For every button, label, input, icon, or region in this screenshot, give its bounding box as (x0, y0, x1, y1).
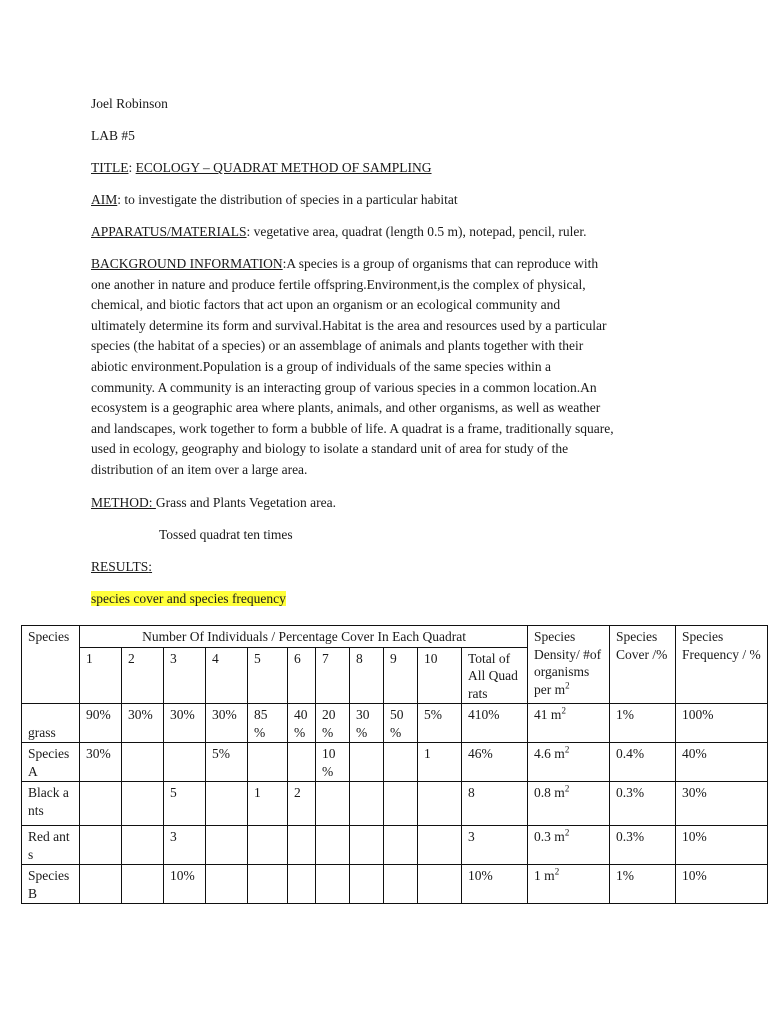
method-label: METHOD: (91, 494, 156, 510)
quadrat-cell (164, 743, 206, 782)
quadrat-cell (384, 782, 418, 826)
quadrat-cell: 30% (164, 704, 206, 743)
density-value: 0.3 m (534, 829, 565, 844)
results-line (91, 557, 676, 577)
quadrat-cell: 5% (206, 743, 248, 782)
density-sup: 2 (564, 744, 570, 755)
density-sup: 2 (554, 866, 560, 877)
quadrat-cell (122, 782, 164, 826)
quadrat-cell (288, 865, 316, 904)
header-quadrat: 5 (248, 647, 288, 704)
method-line (91, 493, 676, 513)
frequency-cell: 10% (676, 826, 768, 865)
aim-value: : to investigate the distribution of species in a particular habitat (117, 192, 458, 207)
highlighted-caption: species cover and species frequency (91, 590, 286, 606)
density-value: 4.6 m (534, 746, 565, 761)
table-row (22, 743, 768, 782)
frequency-cell: 40% (676, 743, 768, 782)
total-cell: 8 (462, 782, 528, 826)
apparatus-line (91, 222, 676, 242)
density-sup: 2 (564, 827, 570, 838)
title-value: ECOLOGY – QUADRAT METHOD OF SAMPLING (135, 160, 432, 175)
background-paragraph (91, 254, 676, 481)
density-cell (528, 743, 610, 782)
quadrat-cell (384, 865, 418, 904)
apparatus-value: : vegetative area, quadrat (length 0.5 m), notepad, pencil, ruler. (246, 224, 587, 239)
quadrat-cell (122, 865, 164, 904)
title-line: TITLE: ECOLOGY – QUADRAT METHOD OF SAMPLING (91, 160, 432, 175)
cover-cell: 0.3% (610, 826, 676, 865)
background-line: one another in nature and produce fertile offspring.Environment,is the complex of physical, (91, 276, 586, 292)
table-row (22, 704, 768, 743)
highlight-line (91, 589, 676, 609)
quadrat-cell (122, 743, 164, 782)
quadrat-cell (122, 826, 164, 865)
quadrat-cell (384, 826, 418, 865)
method-step: Tossed quadrat ten times (159, 526, 293, 542)
quadrat-cell: 30% (206, 704, 248, 743)
quadrat-cell: 30 % (350, 704, 384, 743)
header-quadrat: 8 (350, 647, 384, 704)
quadrat-cell: 30% (122, 704, 164, 743)
cover-cell: 1% (610, 865, 676, 904)
header-quadrat: 6 (288, 647, 316, 704)
density-sup: 2 (564, 783, 570, 794)
quadrat-cell (80, 865, 122, 904)
quadrat-cell (384, 743, 418, 782)
table-row (22, 826, 768, 865)
species-cell: Red ants (22, 826, 80, 865)
frequency-cell: 30% (676, 782, 768, 826)
background-line: distribution of an item over a large area. (91, 461, 308, 477)
species-cell: Species B (22, 865, 80, 904)
quadrat-cell (316, 782, 350, 826)
background-line: community. A community is an interacting group of various species in a common location.An (91, 379, 597, 395)
quadrat-cell: 10 % (316, 743, 350, 782)
background-line: chemical, and biotic factors that act upon an organism or an ecological community and (91, 297, 561, 313)
density-value: 41 m (534, 707, 562, 722)
species-cell: Species A (22, 743, 80, 782)
quadrat-cell: 90% (80, 704, 122, 743)
quadrat-cell: 85 % (248, 704, 288, 743)
background-line: abiotic environment.Population is a group of individuals of the same species within a (91, 358, 552, 374)
quadrat-cell (248, 865, 288, 904)
table-body (22, 704, 768, 904)
table-header-row (22, 626, 768, 648)
quadrat-cell (248, 743, 288, 782)
background-line: species (the habitat of a species) or an assemblage of animals and plants together with their (91, 338, 584, 354)
density-cell (528, 826, 610, 865)
quadrat-cell (418, 782, 462, 826)
apparatus-label: APPARATUS/MATERIALS (91, 224, 247, 239)
header-quadrat: 9 (384, 647, 418, 704)
quadrat-cell (288, 743, 316, 782)
background-label: BACKGROUND INFORMATION (91, 256, 283, 271)
header-frequency: Species Frequency / % (676, 626, 768, 704)
header-quadrat: 2 (122, 647, 164, 704)
quadrat-cell: 20 % (316, 704, 350, 743)
density-cell (528, 865, 610, 904)
density-value: 1 m (534, 868, 555, 883)
header-cover: Species Cover /% (610, 626, 676, 704)
total-cell: 46% (462, 743, 528, 782)
header-quadrat: 4 (206, 647, 248, 704)
header-quadrat: 7 (316, 647, 350, 704)
quadrat-cell (316, 865, 350, 904)
header-density-text: Species Density/ #of organisms per m (534, 629, 602, 697)
header-quadrat: 1 (80, 647, 122, 704)
method-value: Grass and Plants Vegetation area. (155, 494, 336, 510)
quadrat-cell (350, 743, 384, 782)
density-sup: 2 (561, 705, 566, 716)
species-cell: Black ants (22, 782, 80, 826)
quadrat-cell (350, 782, 384, 826)
background-line: :A species is a group of organisms that can reproduce with (282, 256, 599, 271)
background-line: and landscapes, work together to form a bubble of life. A quadrat is a frame, traditionally square, (91, 420, 614, 436)
quadrat-cell: 40 % (288, 704, 316, 743)
lab-number: LAB #5 (91, 128, 135, 143)
quadrat-cell (206, 865, 248, 904)
header-total: Total of All Quadrats (462, 647, 528, 704)
table-row (22, 782, 768, 826)
quadrat-cell: 1 (248, 782, 288, 826)
frequency-cell: 10% (676, 865, 768, 904)
aim-label: AIM (91, 192, 118, 207)
cover-cell: 1% (610, 704, 676, 743)
header-species: Species (22, 626, 80, 704)
quadrat-cell: 30% (80, 743, 122, 782)
quadrat-cell: 3 (164, 826, 206, 865)
quadrat-cell: 10% (164, 865, 206, 904)
header-quadrat: 10 (418, 647, 462, 704)
cover-cell: 0.3% (610, 782, 676, 826)
quadrat-cell (418, 826, 462, 865)
table-row (22, 865, 768, 904)
author-name: Joel Robinson (91, 96, 168, 111)
header-density-sup: 2 (565, 680, 570, 690)
background-line: ultimately determine its form and survival.Habitat is the area and resources used by a particular (91, 317, 607, 333)
quadrat-cell: 50 % (384, 704, 418, 743)
quadrat-cell (80, 782, 122, 826)
quadrat-cell (80, 826, 122, 865)
quadrat-cell: 2 (288, 782, 316, 826)
species-cell: grass (22, 704, 80, 743)
density-value: 0.8 m (534, 785, 565, 800)
results-table (21, 625, 768, 904)
aim-line (91, 190, 676, 210)
quadrat-cell (316, 826, 350, 865)
quadrat-cell (288, 826, 316, 865)
quadrat-cell (418, 865, 462, 904)
quadrat-cell (350, 865, 384, 904)
density-cell (528, 704, 610, 743)
quadrat-cell (206, 826, 248, 865)
title-label: TITLE (91, 160, 129, 175)
total-cell: 10% (462, 865, 528, 904)
quadrat-cell: 5% (418, 704, 462, 743)
total-cell: 3 (462, 826, 528, 865)
results-colon: : (148, 558, 153, 574)
header-density (528, 626, 610, 704)
total-cell: 410% (462, 704, 528, 743)
background-line: ecosystem is a geographic area where plants, animals, and other organisms, as well as weather (91, 400, 601, 416)
frequency-cell: 100% (676, 704, 768, 743)
cover-cell: 0.4% (610, 743, 676, 782)
background-line: used in ecology, geography and biology to isolate a standard unit of area for study of the (91, 441, 569, 457)
quadrat-cell: 1 (418, 743, 462, 782)
quadrat-cell: 5 (164, 782, 206, 826)
document-body (91, 94, 676, 609)
header-quadrat-group: Number Of Individuals / Percentage Cover In Each Quadrat (80, 626, 528, 648)
results-label: RESULTS (91, 558, 149, 574)
header-quadrat: 3 (164, 647, 206, 704)
density-cell (528, 782, 610, 826)
quadrat-cell (206, 782, 248, 826)
quadrat-cell (350, 826, 384, 865)
quadrat-cell (248, 826, 288, 865)
